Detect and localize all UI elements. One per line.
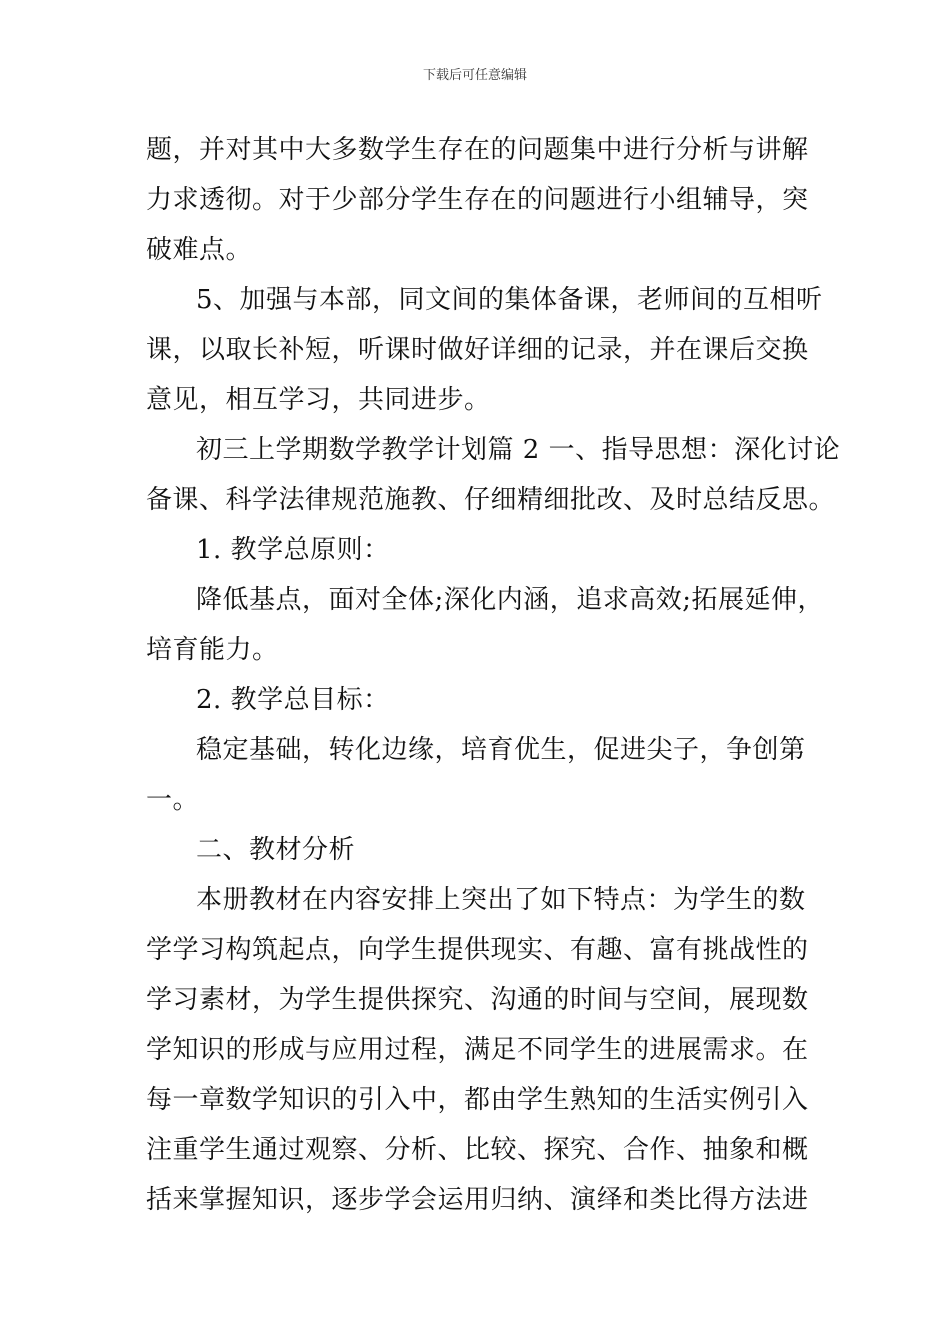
text-line: 力求透彻。对于少部分学生存在的问题进行小组辅导，突	[146, 185, 809, 215]
text-line: 意见，相互学习，共同进步。	[146, 385, 491, 415]
text-line: 初三上学期数学教学计划篇 2 一、指导思想：深化讨论	[196, 435, 841, 465]
text-line: 学学习构筑起点，向学生提供现实、有趣、富有挑战性的	[146, 935, 809, 965]
text-line: 备课、科学法律规范施教、仔细精细批改、及时总结反思。	[146, 485, 836, 515]
text-line: 稳定基础，转化边缘，培育优生，促进尖子，争创第	[196, 735, 806, 765]
text-line: 降低基点，面对全体;深化内涵，追求高效;拓展延伸，	[196, 585, 825, 615]
section-heading: 2. 教学总目标：	[196, 685, 390, 715]
page-header: 下载后可任意编辑	[422, 68, 527, 83]
text-line: 培育能力。	[146, 635, 279, 665]
section-heading: 1. 教学总原则：	[196, 535, 390, 565]
text-line: 学知识的形成与应用过程，满足不同学生的进展需求。在	[146, 1035, 809, 1065]
text-line: 括来掌握知识，逐步学会运用归纳、演绎和类比得方法进	[146, 1185, 809, 1215]
text-line: 题，并对其中大多数学生存在的问题集中进行分析与讲解	[146, 135, 809, 165]
text-line: 课，以取长补短，听课时做好详细的记录，并在课后交换	[146, 335, 809, 365]
text-line: 注重学生通过观察、分析、比较、探究、合作、抽象和概	[146, 1135, 809, 1165]
text-line: 每一章数学知识的引入中，都由学生熟知的生活实例引入	[146, 1085, 809, 1115]
text-line: 一。	[146, 785, 200, 815]
text-line: 破难点。	[146, 235, 253, 265]
document-body	[146, 125, 841, 1225]
text-line: 学习素材，为学生提供探究、沟通的时间与空间，展现数	[146, 985, 809, 1015]
section-heading: 二、教材分析	[196, 835, 356, 865]
text-line: 5、加强与本部，同文间的集体备课，老师间的互相听	[196, 285, 823, 315]
text-line: 本册教材在内容安排上突出了如下特点：为学生的数	[196, 885, 806, 915]
